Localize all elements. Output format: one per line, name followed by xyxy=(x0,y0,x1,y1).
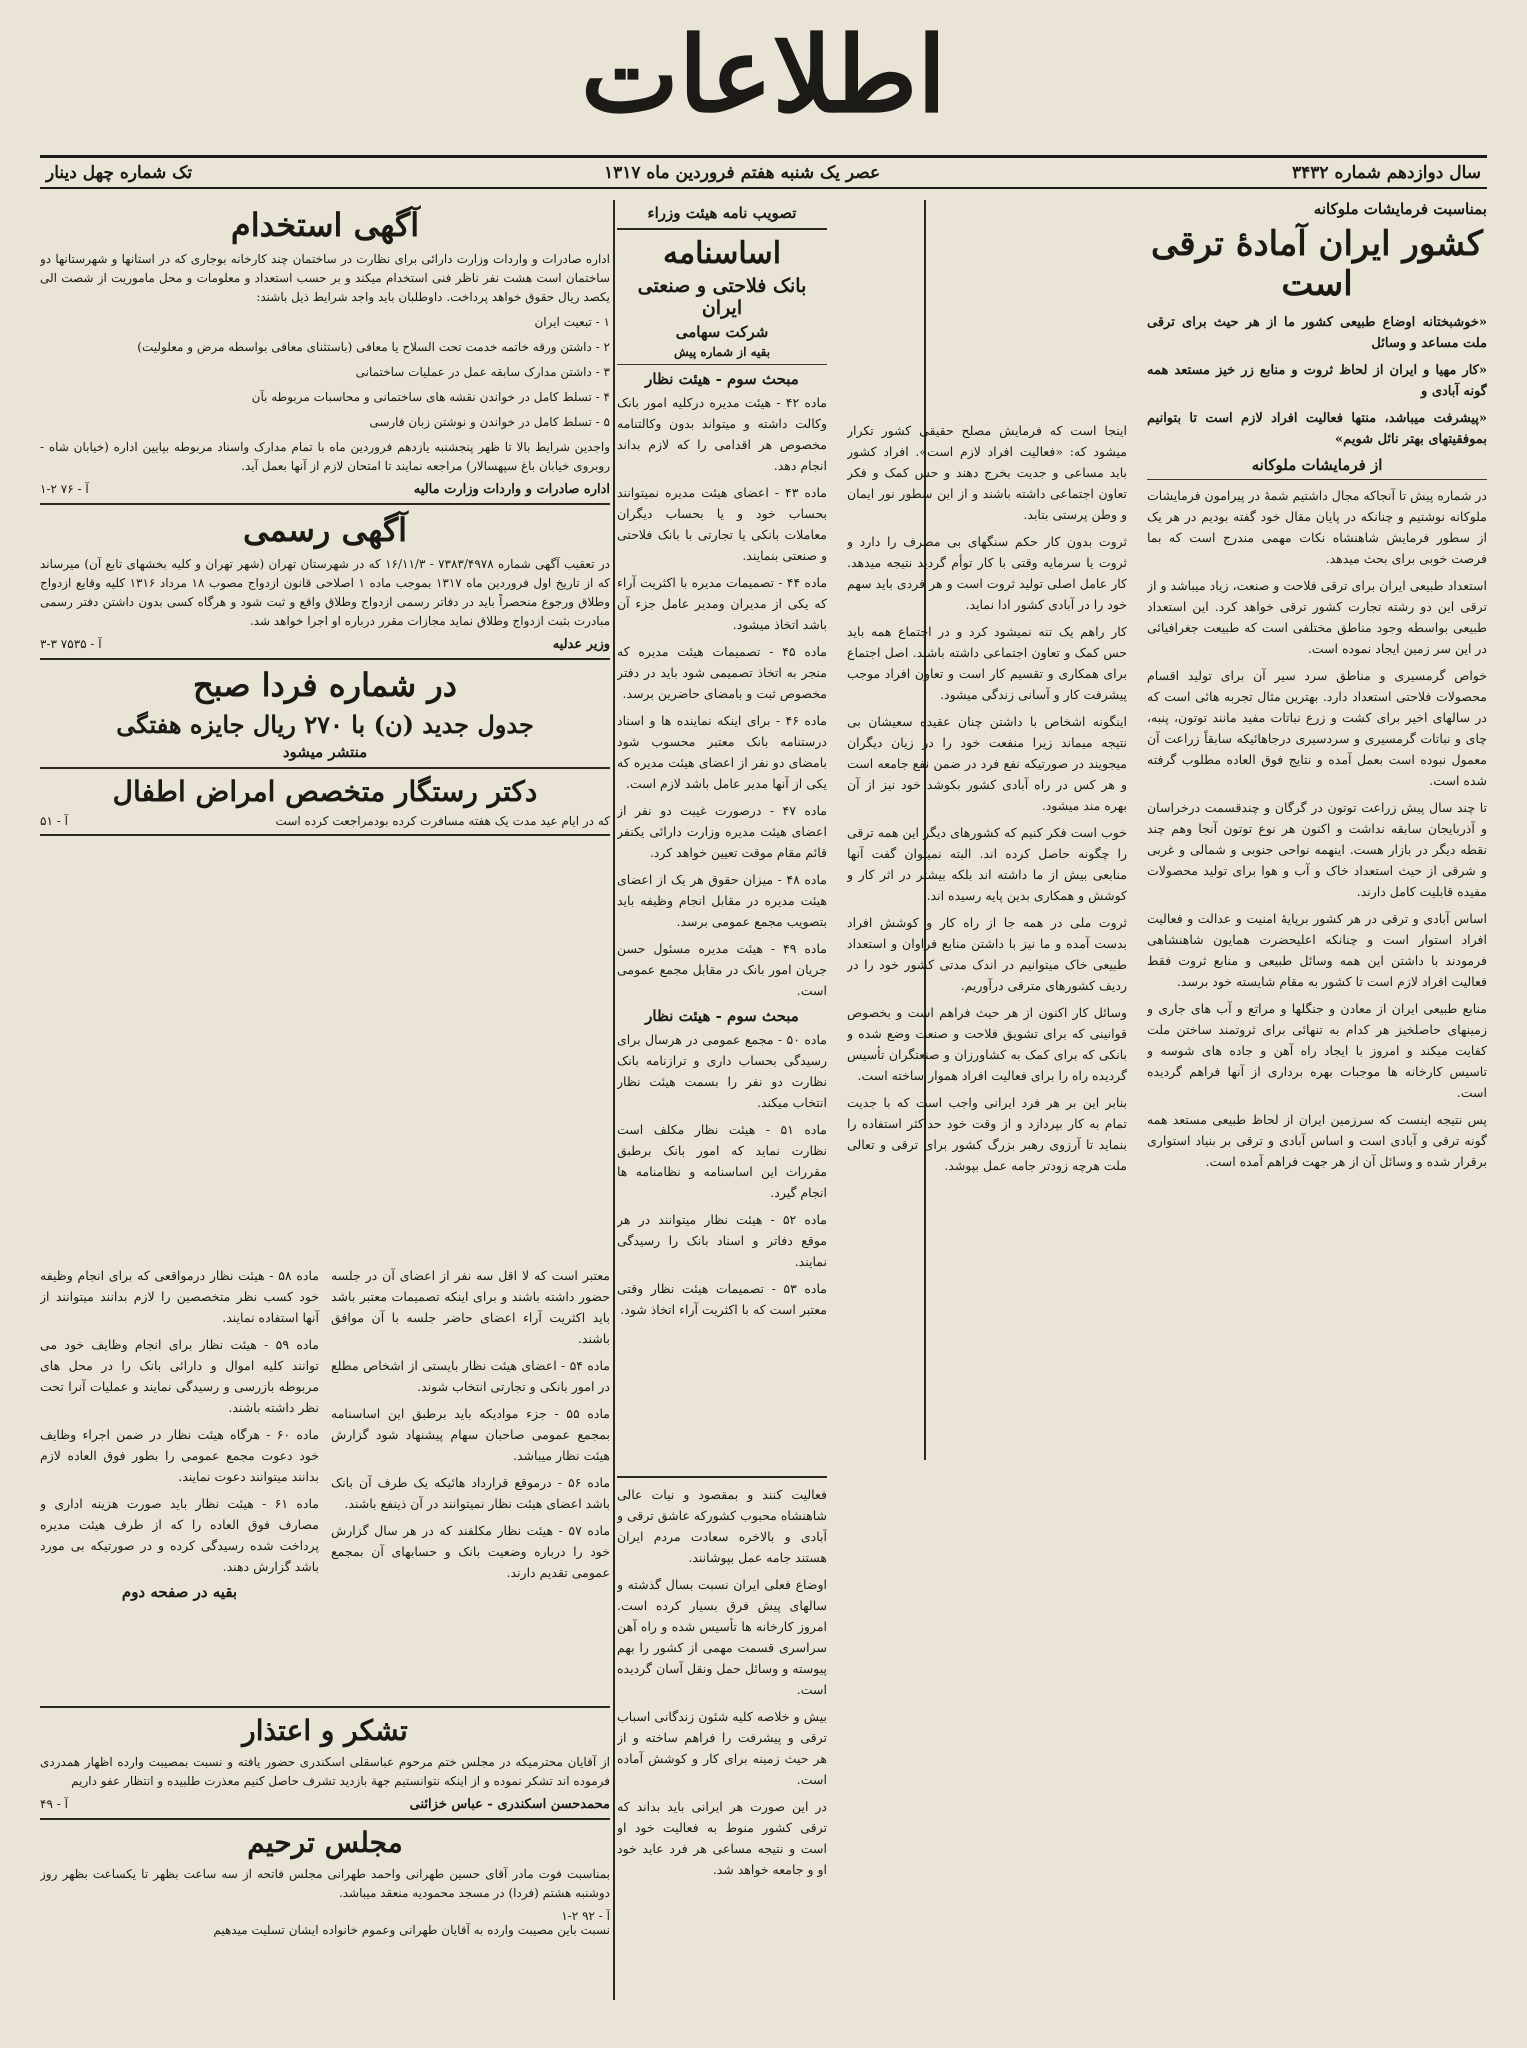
ad-paragraph: واجدین شرایط بالا تا ظهر پنجشنبه یازدهم فروردین ماه با تمام مدارک واسناد مربوطه بپایین اداره (خیابان شاه - روبروی خیابان باغ سپهسالار) مراجعه نمایند تا امتحان لازم از آنها بعمل آید. xyxy=(40,440,610,473)
notice-text: در تعقیب آگهی شماره ۷۳۸۳/۴۹۷۸ - ۱۶/۱۱/۳ که در شهرستان تهران (شهر تهران و کلیه بخشهای تابع آن) میرساند که از تاریخ اول فروردین ماه ۱۳۱۷ بموجب ماده ۱ اصلاحی قانون ازدواج مصوب ۱۸ مرداد ۱۳۱۶ کلیه وقایع ازدواج وطلاق ورجوع منحصراً باید در دفاتر رسمی ازدواج وطلاق واقع و ثبت شود و هرگاه کسی بدون داشتن دفتر رسمی مبادرت بثبت ازدواج وطلاق نماید مجازات مقرر درباره او اجرا خواهد شد. xyxy=(40,557,610,628)
quote-line: «خوشبختانه اوضاع طبیعی کشور ما از هر حیث برای ترقی ملت مساعد و وسائل xyxy=(1147,315,1487,351)
notice-signature: وزیر عدلیه xyxy=(552,637,610,652)
statute-article: ماده ۵۰ - مجمع عمومی در هرسال برای رسیدگی بحساب داری و ترازنامه بانک نظارت دو نفر را بسمت هیئت نظار انتخاب میکند. xyxy=(617,1032,827,1110)
closing-article xyxy=(617,1470,827,2030)
article-headline: کشور ایران آمادهٔ ترقی است xyxy=(1151,224,1483,304)
divider xyxy=(617,228,827,230)
dateline xyxy=(40,155,1487,189)
statute-article: ماده ۴۴ - تصمیمات مدیره با اکثریت آراء که یکی از مدیران ومدیر عامل جزء آن باشد اتخاذ میشود. xyxy=(617,575,827,632)
issue-number: سال دوازدهم شماره ۳۴۳۲ xyxy=(1292,162,1481,183)
article-paragraph: اینگونه اشخاص با داشتن چنان عقیده سعیشان بی نتیجه میماند زیرا منفعت خود را در زیان دیگران میجویند در صورتیکه نفع فرد در ضمن نفع جامعه است و هر کس در راه آبادی کشور بکوشد خود نیز از آن بهره مند میشود. xyxy=(847,714,1127,813)
statute-continuation xyxy=(40,1265,610,1695)
statute-article: ماده ۵۴ - اعضای هیئت نظار بایستی از اشخاص مطلع در امور بانکی و تجارتی انتخاب شوند. xyxy=(331,1358,610,1394)
ad-condition: ۲ - داشتن ورقه خاتمه خدمت تحت السلاح یا معافی (باستثنای معافی بواسطه مرض و معلولیت) xyxy=(137,340,610,354)
article-paragraph: خواص گرمسیری و مناطق سرد سیر آن برای تولید اقسام محصولات فلاحتی استعداد دارد. بهترین مثال تجربه هائی است که در سالهای اخیر برای کشت و زرع نباتات مفید مانند توتون، پنبه، چای و نباتات گرمسیری و سردسیری درجاهائیکه سابقاً زراعت آن معمول نبوده است بعمل آمده و نتایج فوق العاده مطلوب گرفته شده است. xyxy=(1147,668,1487,788)
divider xyxy=(40,1706,610,1708)
article-paragraph: کار راهم یک تنه نمیشود کرد و در اجتماع همه باید حس کمک و تعاون اجتماعی داشته باشند. اصل اجتماع برای همکاری و تقسیم کار است و تعاون افراد موجب پیشرفت کار و آسانی زندگی میشود. xyxy=(847,624,1127,702)
memorial-ad-text: بمناسبت فوت مادر آقای حسین طهرانی واحمد طهرانی مجلس فاتحه از سه ساعت بظهر تا یکساعت بظهر روز دوشنبه هشتم (فردا) در مسجد محمودیه منعقد میباشد. xyxy=(40,1867,610,1900)
company-type: شرکت سهامی xyxy=(675,323,769,341)
memorial-ad-title: مجلس ترحیم xyxy=(247,1826,403,1859)
statute-article: ماده ۴۶ - برای اینکه نماینده ها و اسناد درستنامه بانک معتبر محسوب شود بامضای دو نفر از اعضای هیئت مدیره که یکی از آنها مدیر عامل باشد لازم است. xyxy=(617,713,827,791)
divider xyxy=(40,834,610,836)
divider xyxy=(40,767,610,769)
quote-source: از فرمایشات ملوکانه xyxy=(1251,456,1383,474)
bank-name: بانک فلاحتی و صنعتی ایران xyxy=(637,275,807,319)
article-paragraph: بنابر این بر هر فرد ایرانی واجب است که با جدیت تمام به کار بپردازد و از وقت خود حداکثر استفاده را بنماید تا آرزوی رهبر بزرگ کشور برای ترقی و تعالی ملت هرچه زودتر جامه عمل بپوشد. xyxy=(847,1095,1127,1173)
statute-article: ماده ۵۸ - هیئت نظار درمواقعی که برای انجام وظیفه خود کسب نظر متخصصین را لازم بدانند میتوانند از آنها استفاده نمایند. xyxy=(40,1268,319,1325)
article-paragraph: منابع طبیعی ایران از معادن و جنگلها و مراتع و آب های جاری و زمینهای حاصلخیز هر کدام به تنهائی برای ثروتمند ساختن ملت کفایت میکند و امروز با ایجاد راه آهن و جاده های شوسه و تاسیس کارخانه ها موجبات بهره برداری از آنها فراهم گردیده است. xyxy=(1147,1001,1487,1100)
article-paragraph: تا چند سال پیش زراعت توتون در گرگان و چندقسمت درخراسان و آذربایجان سابقه نداشت و اکنون هر نوع توتون آنجا وهم چند نقطه دیگر در بازار هست. اینهمه نواحی جنوبی و شمالی و غربی و شرقی از حیث استعداد خاک و آب و هوا برای تولید محصولات مفیده قابلیت کامل دارند. xyxy=(1147,800,1487,899)
continuation-column-b xyxy=(40,1265,319,1605)
doctor-ad-title: دکتر رستگار متخصص امراض اطفال xyxy=(112,775,538,808)
article-paragraph: در شماره پیش تا آنجاکه مجال داشتیم شمهٔ در پیرامون فرمایشات ملوکانه نوشتیم و چنانکه در پایان مقال خود گفته بودیم در هر یک از سطور فرمایش شاهنشاه نکات مهمی مندرج است که بما فرصت خوبی برای بحث میدهد. xyxy=(1147,488,1487,566)
memorial-ad-code: آ - ۹۲ ۲-۱ xyxy=(561,1909,610,1923)
ad-condition: ۴ - تسلط کامل در خواندن نقشه های ساختمانی و محاسبات مربوطه بآن xyxy=(251,390,610,404)
statute-article: ماده ۴۳ - اعضای هیئت مدیره نمیتوانند بحساب خود و یا بحساب دیگران معاملات بانکی یا تجارتی با بانک فلاحتی و صنعتی بنمایند. xyxy=(617,485,827,563)
issue-price: تک شماره چهل دینار xyxy=(46,162,193,183)
ads-column xyxy=(40,200,610,1260)
article-paragraph: اوضاع فعلی ایران نسبت بسال گذشته و سالهای پیش فرق بسیار کرده است. امروز کارخانه ها تأسیس شده و راه آهن سراسری قسمت مهمی از کشور را بهم پیوسته و وسائل حمل ونقل آسان گردیده است. xyxy=(617,1577,827,1697)
main-article xyxy=(1147,200,1487,2020)
newspaper-title: اطلاعات xyxy=(580,13,947,136)
statute-article: ماده ۵۳ - تصمیمات هیئت نظار وقتی معتبر است که با اکثریت آراء اتخاذ شود. xyxy=(617,1281,827,1317)
tomorrow-title: در شماره فردا صبح xyxy=(193,666,457,704)
article-paragraph: فعالیت کنند و بمقصود و نیات عالی شاهنشاه محبوب کشورکه عاشق ترقی و آبادی و بالاخره سعادت مردم ایران هستند جامه عمل بپوشانند. xyxy=(617,1487,827,1565)
ad-signature: اداره صادرات و واردات وزارت مالیه xyxy=(413,482,610,497)
employment-ad xyxy=(40,250,610,476)
statute-column xyxy=(617,200,827,1460)
ad-paragraph: اداره صادرات و واردات وزارت دارائی برای نظارت در ساختمان چند کارخانه بوجاری که در استانها و شهرستانها دو ساختمان است هشت نفر ناظر فنی استخدام میکند و بر حسب استعداد و معلومات و محل ماموریت از شصت الی یکصد ریال حقوق خواهد پرداخت. داوطلبان باید واجد شرایط ذیل باشند: xyxy=(40,252,610,304)
statute-article: ماده ۵۵ - جزء موادیکه باید برطبق این اساسنامه بمجمع عمومی صاحبان سهام پیشنهاد شود گزارش هیئت نظار میباشد. xyxy=(331,1406,610,1463)
divider xyxy=(617,1476,827,1478)
thanks-ad-text: از آقایان محترمیکه در مجلس ختم مرحوم عباسقلی اسکندری حضور یافته و نسبت بمصیبت وارده اظهار همدردی فرموده اند تشکر نموده و از اینکه نتوانستیم جهة بازدید تشرف حاصل کنیم معذرت طلبیده و انتظار عفو داریم xyxy=(40,1755,610,1788)
article-paragraph: اساس آبادی و ترقی در هر کشور برپایهٔ امنیت و عدالت و فعالیت افراد استوار است و چنانکه اعلیحضرت همایون شاهنشاهی فرمودند با داشتن این همه وسائل طبیعی و منابع ثروت فقط فعالیت افراد لازم است تا کشور به مقام شایسته خود برسد. xyxy=(1147,911,1487,989)
employment-ad-title: آگهی استخدام xyxy=(230,206,420,244)
article-paragraph: پس نتیجه اینست که سرزمین ایران از لحاظ طبیعی مستعد همه گونه ترقی و آبادی است و اساس آبادی و ترقی بر بنیاد استواری برقرار شده و وسائل آن از هر جهت فراهم آمده است. xyxy=(1147,1112,1487,1169)
statute-article: ماده ۵۹ - هیئت نظار برای انجام وظایف خود می توانند کلیه اموال و دارائی بانک را در محل های مربوطه بازرسی و رسیدگی نمایند و عملیات آنرا تحت نظر داشته باشند. xyxy=(40,1337,320,1415)
section-heading: مبحث سوم - هیئت نظار xyxy=(645,1007,799,1025)
ad-condition: ۱ - تبعیت ایران xyxy=(534,315,610,329)
statute-article: ماده ۴۷ - درصورت غیبت دو نفر از اعضای هیئت مدیره وزارت دارائی یکنفر قائم مقام موقت تعیین خواهد کرد. xyxy=(617,803,827,860)
tomorrow-note: منتشر میشود xyxy=(282,743,368,761)
divider xyxy=(40,503,610,505)
continuation-column-a xyxy=(331,1265,610,1605)
article-paragraph: اینجا است که فرمایش مصلح حقیقی کشور تکرار میشود که: «فعالیت افراد لازم است». افراد کشور باید مساعی و جدیت بخرج دهند و حس کمک و فکر تعاون اجتماعی داشته باشند و از این سطور نور ایمان و وطن پرستی بتابد. xyxy=(847,423,1127,522)
article-paragraph: وسائل کار اکنون از هر حیث فراهم است و بخصوص قوانینی که برای تشویق فلاحت و صنعت وضع شده و بانکی که برای کمک به کشاورزان و صنعتگران تأسیس گردیده راه را برای فعالیت افراد هموار ساخته است. xyxy=(847,1005,1127,1083)
statute-article: ماده ۴۸ - میزان حقوق هر یک از اعضای هیئت مدیره در مقابل انجام وظیفه باید بتصویب مجمع عمومی برسد. xyxy=(617,872,827,929)
statute-article: ماده ۴۲ - هیئت مدیره درکلیه امور بانک وکالت داشته و میتواند بدون وکالتنامه مخصوص هر اقدامی را که لازم بداند انجام دهد. xyxy=(617,395,827,473)
article-paragraph: ثروت ملی در همه جا از راه کار و کوشش افراد بدست آمده و ما نیز با داشتن منابع فراوان و استعداد طبیعی خاک میتوانیم در اندک مدتی کشور خود را در ردیف کشورهای مترقی درآوریم. xyxy=(847,915,1127,993)
statute-article: ماده ۵۱ - هیئت نظار مکلف است نظارت نماید که امور بانک برطبق مقررات این اساسنامه و نظامنامه ها انجام گیرد. xyxy=(617,1122,827,1200)
statute-title: اساسنامه xyxy=(662,236,782,271)
doctor-ad-code: آ - ۵۱ xyxy=(40,814,68,828)
quote-line: «پیشرفت میباشد، منتها فعالیت افراد لازم است تا بتوانیم بموفقیتهای بهتر نائل شویم» xyxy=(1147,411,1487,447)
lower-ads xyxy=(40,1700,610,2030)
official-notice-title: آگهی رسمی xyxy=(242,511,408,549)
statute-article: ماده ۶۰ - هرگاه هیئت نظار در ضمن اجراء وظایف خود دعوت مجمع عمومی را بطور فوق العاده لازم بدانند میتوانند دعوت نمایند. xyxy=(40,1427,320,1484)
divider xyxy=(40,1818,610,1820)
divider xyxy=(40,658,610,660)
issue-date: عصر یک شنبه هفتم فروردین ماه ۱۳۱۷ xyxy=(603,162,881,183)
article-paragraph: استعداد طبیعی ایران برای ترقی فلاحت و صنعت، زیاد میباشد و از ترقی این دو رشته تجارت کشور ترقی خواهد کرد. این استعداد طبیعی بواسطه وجود مناطق مختلفی است که طبیعت جغرافیائی در این سر زمین ایجاد نموده است. xyxy=(1147,578,1487,656)
royal-quote xyxy=(1147,312,1487,474)
thanks-ad-signature: محمدحسن اسکندری - عباس خزائنی xyxy=(409,1797,610,1812)
doctor-ad-line: که در ایام عید مدت یک هفته مسافرت کرده بودمراجعت کرده است xyxy=(275,814,610,828)
article-kicker: بمناسبت فرمایشات ملوکانه xyxy=(1313,200,1487,218)
notice-code: آ - ۷۵۳۵ ۳-۳ xyxy=(40,637,102,651)
section-heading: مبحث سوم - هیئت نظار xyxy=(645,370,799,388)
memorial-ad-footer: نسبت باین مصیبت وارده به آقایان طهرانی وعموم خانواده ایشان تسلیت میدهیم xyxy=(213,1923,610,1937)
statute-article: ماده ۶۱ - هیئت نظار باید صورت هزینه اداری و مصارف فوق العاده را که از طرف هیئت مدیره پرداخت شده رسیدگی کرده و در صورتیکه بی مورد باشد گزارش دهند. xyxy=(40,1496,319,1574)
thanks-ad-code: آ - ۴۹ xyxy=(40,1797,68,1811)
ad-condition: ۳ - داشتن مدارک سابقه عمل در عملیات ساختمانی xyxy=(355,365,610,379)
article-paragraph: بیش و خلاصه کلیه شئون زندگانی اسباب ترقی و پیشرفت را فراهم ساخته و از هر حیث زمینه برای کار و کوشش آماده است. xyxy=(617,1709,827,1787)
thanks-ad-title: تشکر و اعتذار xyxy=(242,1714,408,1747)
tomorrow-line: جدول جدید (ن) با ۲۷۰ ریال جایزه هفتگی xyxy=(116,710,534,739)
statute-article: معتبر است که لا اقل سه نفر از اعضای آن در جلسه حضور داشته باشند و برای اینکه تصمیمات معتبر باشد باید اکثریت آراء اعضای حاضر جلسه با آن موافق باشند. xyxy=(331,1268,610,1346)
quote-line: «کار مهیا و ایران از لحاظ ثروت و منابع زر خیز مستعد همه گونه آبادی و xyxy=(1147,363,1487,399)
statute-article: ماده ۵۷ - هیئت نظار مکلفند که در هر سال گزارش خود را درباره وضعیت بانک و حسابهای آن بمجمع عمومی تقدیم دارند. xyxy=(331,1523,610,1580)
statute-article: ماده ۴۵ - تصمیمات هیئت مدیره که منجر به اتخاذ تصمیمی شود باید در دفتر مخصوص ثبت و بامضای حاضرین برسد. xyxy=(617,644,827,701)
divider xyxy=(1147,479,1487,480)
continued-label: بقیه از شماره پیش xyxy=(673,345,771,359)
statute-article: ماده ۵۲ - هیئت نظار میتوانند در هر موقع دفاتر و اسناد بانک را رسیدگی نمایند. xyxy=(617,1212,827,1269)
article-paragraph: در این صورت هر ایرانی باید بداند که ترقی کشور منوط به فعالیت خود او است و نتیجه مساعی هر فرد عاید خود او و جامعه خواهد شد. xyxy=(617,1799,827,1877)
statute-article: ماده ۵۶ - درموقع قرارداد هائیکه یک طرف آن بانک باشد اعضای هیئت نظار نمیتوانند در آن ذینفع باشند. xyxy=(331,1475,610,1511)
divider xyxy=(617,364,827,365)
statute-article: ماده ۴۹ - هیئت مدیره مسئول حسن جریان امور بانک در مقابل مجمع عمومی است. xyxy=(617,941,827,998)
statute-kicker: تصویب نامه هیئت وزراء xyxy=(647,204,797,222)
article-paragraph: خوب است فکر کنیم که کشورهای دیگر این همه ترقی را چگونه حاصل کرده اند. البته نمیتوان گفت آنها منابعی بیش از ما داشته اند بلکه بیشتر در اثر کار و کوشش و همکاری بدین پایه رسیده اند. xyxy=(847,825,1127,903)
article-paragraph: ثروت بدون کار حکم سنگهای بی مصرف را دارد و ثروت یا سرمایه وقتی با کار توأم گردید نتیجه میدهد. کار عامل اصلی تولید ثروت است و هر فردی باید سهم خود را در آبادی کشور ادا نماید. xyxy=(847,534,1127,612)
column-rule xyxy=(613,200,615,2000)
ad-condition: ۵ - تسلط کامل در خواندن و نوشتن زبان فارسی xyxy=(369,415,610,429)
main-article-continued xyxy=(847,420,1127,1660)
continued-note: بقیه در صفحه دوم xyxy=(121,1583,238,1601)
masthead xyxy=(0,0,1527,150)
ad-code: آ - ۷۶ ۲-۱ xyxy=(40,482,89,496)
